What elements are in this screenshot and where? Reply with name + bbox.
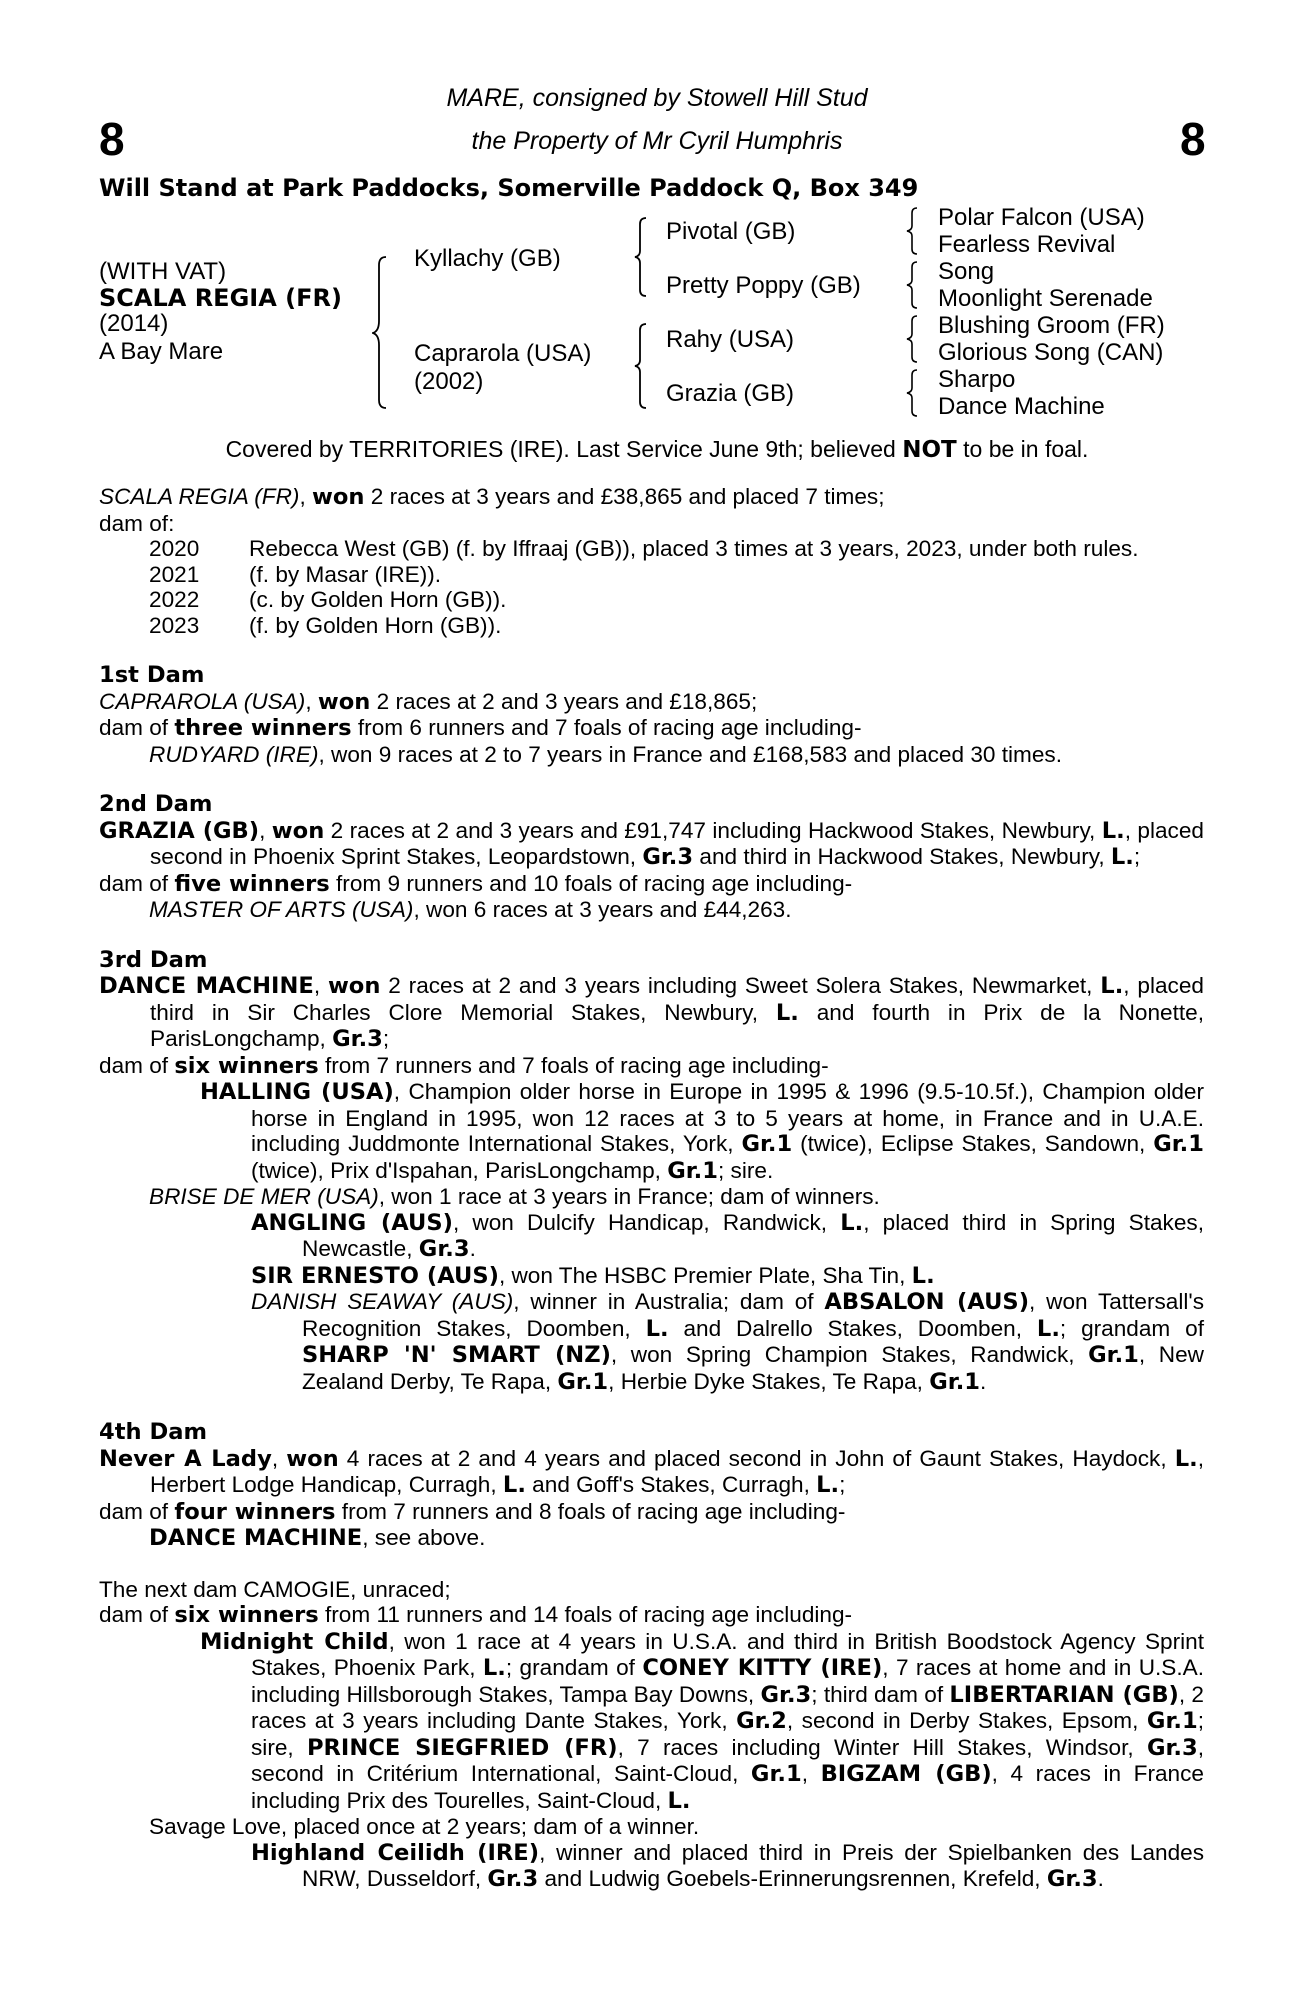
- g4-ancestor: Fearless Revival: [938, 231, 1116, 258]
- progeny-halling: HALLING (USA), Champion older horse in Europe in 1995 & 1996 (9.5-10.5f.), Champion older horse in England in 1995, won 12 races at 3 to 5 years at home, in France and in U.A.E. including Juddmonte International Stakes, York, Gr.1 (twice), Eclipse Stakes, Sandown, Gr.1 (twice), Prix d'Ispahan, ParisLongchamp, Gr.1; sire.: [200, 1079, 1204, 1184]
- first-dam-heading: 1st Dam: [99, 662, 205, 688]
- brace-gen1: [372, 255, 396, 410]
- brace-g4-4: [906, 368, 924, 418]
- produce-row: 2021 (f. by Masar (IRE)).: [149, 561, 442, 587]
- second-dam-heading: 2nd Dam: [99, 791, 213, 817]
- next-dam-intro: The next dam CAMOGIE, unraced;: [99, 1576, 451, 1602]
- progeny-sir-ernesto: SIR ERNESTO (AUS), won The HSBC Premier Plate, Sha Tin, L.: [251, 1262, 935, 1289]
- dam-dam: Grazia (GB): [666, 380, 795, 407]
- g4-ancestor: Polar Falcon (USA): [938, 204, 1145, 231]
- third-dam-record: DANCE MACHINE, won 2 races at 2 and 3 years including Sweet Solera Stakes, Newmarket, L., placed third in Sir Charles Clore Memorial Stakes, Newbury, L. and fourth in Prix de la Nonette, ParisLongchamp, Gr.3;: [99, 973, 1204, 1052]
- brace-g4-2: [906, 260, 924, 310]
- vat-note: (WITH VAT): [99, 258, 227, 285]
- g4-ancestor: Glorious Song (CAN): [938, 339, 1164, 366]
- g4-ancestor: Song: [938, 258, 995, 285]
- second-dam-progeny: MASTER OF ARTS (USA), won 6 races at 3 years and £44,263.: [149, 897, 792, 922]
- progeny-danish-seaway: DANISH SEAWAY (AUS), winner in Australia; dam of ABSALON (AUS), won Tattersall's Recognition Stakes, Doomben, L. and Dalrello Stakes, Doomben, L.; grandam of SHARP 'N' SMART (NZ), won Spring Champion Stakes, Randwick, Gr.1, New Zealand Derby, Te Rapa, Gr.1, Herbie Dyke Stakes, Te Rapa, Gr.1.: [251, 1289, 1205, 1395]
- horse-year: (2014): [99, 310, 169, 337]
- lot-number-left: 8: [99, 113, 125, 165]
- second-dam-produce-summary: dam of five winners from 9 runners and 10 foals of racing age including-: [99, 870, 853, 897]
- sire-sire: Pivotal (GB): [666, 218, 796, 245]
- dam-name: Caprarola (USA): [414, 340, 592, 367]
- sire-name: Kyllachy (GB): [414, 245, 561, 272]
- consignment-line-2: the Property of Mr Cyril Humphris: [471, 127, 843, 155]
- brace-sire: [634, 216, 654, 298]
- horse-description: A Bay Mare: [99, 338, 224, 365]
- fourth-dam-record: Never A Lady, won 4 races at 2 and 4 years and placed second in John of Gaunt Stakes, Haydock, L., Herbert Lodge Handicap, Curragh, L. and Goff's Stakes, Curragh, L.;: [99, 1445, 1204, 1498]
- consignment-line-1: MARE, consigned by Stowell Hill Stud: [446, 84, 868, 112]
- produce-row: 2020 Rebecca West (GB) (f. by Iffraaj (GB)), placed 3 times at 3 years, 2023, under both rules.: [149, 536, 1139, 561]
- g4-ancestor: Blushing Groom (FR): [938, 312, 1165, 339]
- sire-dam: Pretty Poppy (GB): [666, 272, 861, 299]
- g4-ancestor: Dance Machine: [938, 393, 1105, 420]
- stand-location: Will Stand at Park Paddocks, Somerville Paddock Q, Box 349: [99, 174, 919, 202]
- horse-name: SCALA REGIA (FR): [99, 284, 342, 312]
- third-dam-heading: 3rd Dam: [99, 946, 208, 973]
- progeny-midnight-child: Midnight Child, won 1 race at 4 years in U.S.A. and third in British Boodstock Agency Sprint Stakes, Phoenix Park, L.; grandam of CONEY KITTY (IRE), 7 races at home and in U.S.A. including Hillsborough Stakes, Tampa Bay Downs, Gr.3; third dam of LIBERTARIAN (GB), 2 races at 3 years including Dante Stakes, York, Gr.2, second in Derby Stakes, Epsom, Gr.1; sire, PRINCE SIEGFRIED (FR), 7 races including Winter Hill Stakes, Windsor, Gr.3, second in Critérium International, Saint-Cloud, Gr.1, BIGZAM (GB), 4 races in France including Prix des Tourelles, Saint-Cloud, L.: [200, 1628, 1205, 1814]
- fourth-dam-progeny: DANCE MACHINE, see above.: [149, 1525, 486, 1551]
- progeny-angling: ANGLING (AUS), won Dulcify Handicap, Randwick, L., placed third in Spring Stakes, Newcastle, Gr.3.: [251, 1209, 1204, 1262]
- fourth-dam-produce-summary: dam of four winners from 7 runners and 8 foals of racing age including-: [99, 1498, 846, 1525]
- catalogue-body: [99, 484, 1204, 1893]
- second-dam-record: GRAZIA (GB), won 2 races at 2 and 3 years and £91,747 including Hackwood Stakes, Newbury, L., placed second in Phoenix Sprint Stakes, Leopardstown, Gr.3 and third in Hackwood Stakes, Newbury, L.;: [99, 817, 1204, 870]
- g4-ancestor: Moonlight Serenade: [938, 285, 1153, 312]
- produce-row: 2023 (f. by Golden Horn (GB)).: [149, 612, 502, 638]
- brace-g4-3: [906, 314, 924, 364]
- progeny-brise-de-mer: BRISE DE MER (USA), won 1 race at 3 years in France; dam of winners.: [149, 1184, 880, 1209]
- next-dam-produce-summary: dam of six winners from 11 runners and 14 foals of racing age including-: [99, 1602, 853, 1628]
- produce-row: 2022 (c. by Golden Horn (GB)).: [149, 587, 507, 612]
- brace-g4-1: [906, 206, 924, 256]
- dam-of-label: dam of:: [99, 510, 175, 536]
- progeny-highland-ceilidh: Highland Ceilidh (IRE), winner and placed third in Preis der Spielbanken des Landes NRW, Dusseldorf, Gr.3 and Ludwig Goebels-Erinnerungsrennen, Krefeld, Gr.3.: [251, 1839, 1204, 1892]
- mare-record: SCALA REGIA (FR), won 2 races at 3 years and £38,865 and placed 7 times;: [99, 484, 885, 510]
- third-dam-produce-summary: dam of six winners from 7 runners and 7 foals of racing age including-: [99, 1052, 829, 1079]
- covering-note: Covered by TERRITORIES (IRE). Last Service June 9th; believed NOT to be in foal.: [225, 436, 1089, 463]
- lot-number-right: 8: [1180, 113, 1206, 165]
- g4-ancestor: Sharpo: [938, 366, 1016, 393]
- first-dam-record: CAPRAROLA (USA), won 2 races at 2 and 3 years and £18,865;: [99, 688, 758, 715]
- dam-sire: Rahy (USA): [666, 326, 795, 353]
- fourth-dam-heading: 4th Dam: [99, 1419, 208, 1445]
- first-dam-progeny: RUDYARD (IRE), won 9 races at 2 to 7 years in France and £168,583 and placed 30 times.: [149, 741, 1063, 767]
- progeny-savage-love: Savage Love, placed once at 2 years; dam of a winner.: [149, 1814, 700, 1839]
- dam-year: (2002): [414, 368, 484, 395]
- first-dam-produce-summary: dam of three winners from 6 runners and 7 foals of racing age including-: [99, 715, 862, 741]
- brace-dam: [634, 322, 654, 410]
